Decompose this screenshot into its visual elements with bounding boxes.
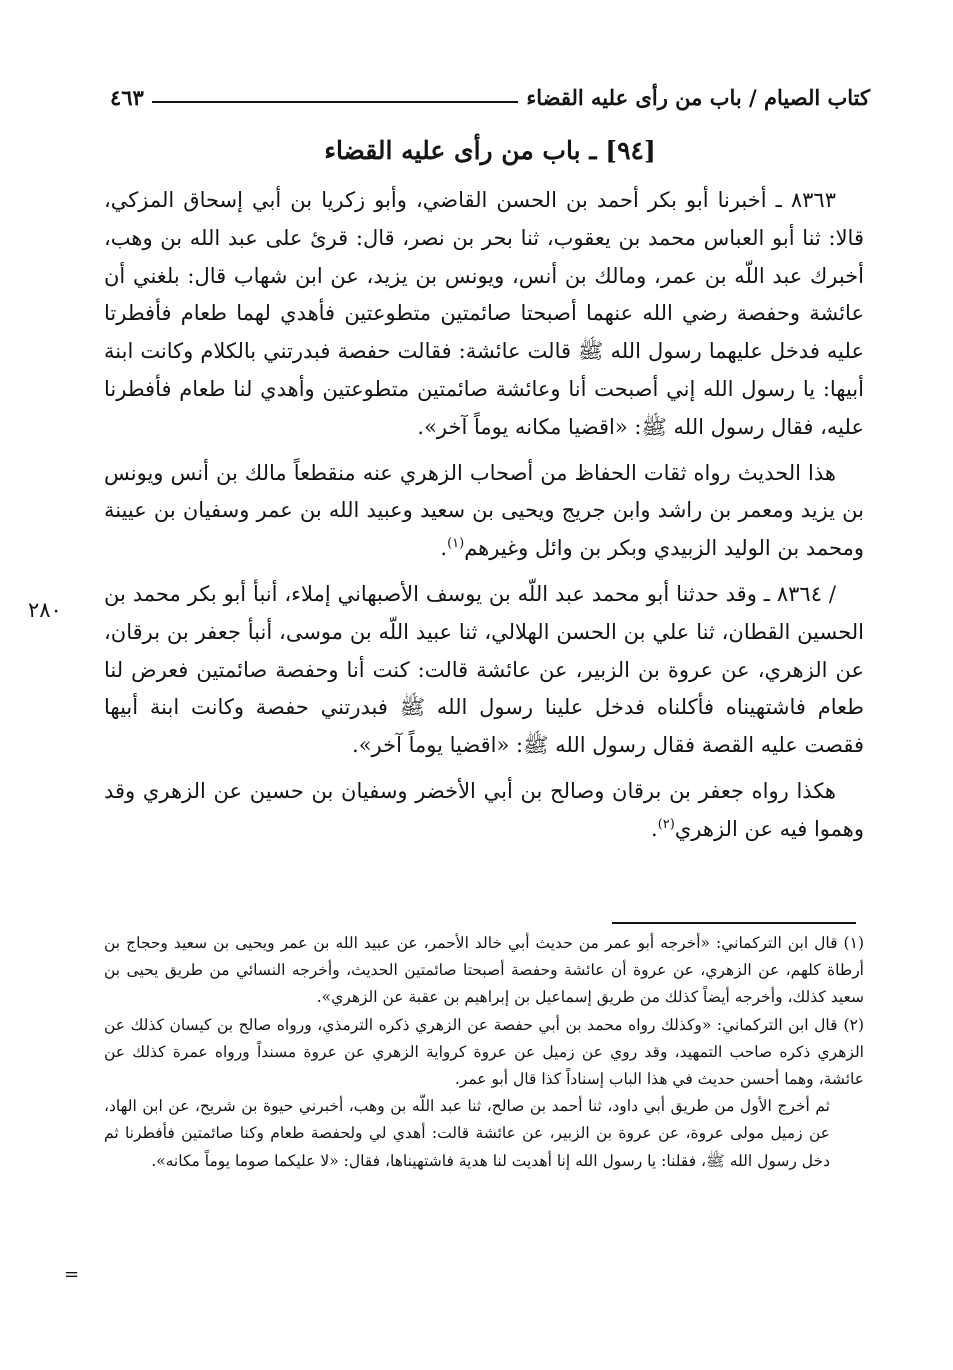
commentary-text-2: هكذا رواه جعفر بن برقان وصالح بن أبي الأخضر وسفيان بن حسين عن الزهري وقد وهموا فيه عن الزهري bbox=[104, 778, 864, 841]
footnote-divider bbox=[612, 922, 856, 924]
continuation-mark: = bbox=[64, 1264, 80, 1285]
footnotes bbox=[104, 930, 864, 1175]
commentary-paragraph-2 bbox=[104, 773, 864, 849]
header-rule bbox=[152, 101, 519, 103]
footnote-1 bbox=[104, 930, 864, 1012]
footnote-ref-1[interactable]: (١) bbox=[447, 536, 465, 552]
footnote-2-number: (٢) bbox=[843, 1015, 864, 1034]
footnote-2 bbox=[104, 1012, 864, 1094]
commentary-end: . bbox=[440, 536, 448, 561]
hadith-8364: / ٨٣٦٤ ـ وقد حدثنا أبو محمد عبد اللّه بن يوسف الأصبهاني إملاء، أنبأ أبو بكر محمد بن الحسين القطان، ثنا علي بن الحسن الهلالي، ثنا عبيد اللّه بن موسى، أنبأ جعفر بن برقان، عن الزهري، عن عروة بن الزبير، عن عائشة قالت: كنت أنا وحفصة صائمتين فعرض لنا طعام فاشتهيناه فأكلناه فدخل علينا رسول الله ﷺ فبدرتني حفصة وكانت ابنة أبيها فقصت عليه القصة فقال رسول الله ﷺ: «اقضيا يوماً آخر». bbox=[104, 581, 864, 758]
commentary-text: هذا الحديث رواه ثقات الحفاظ من أصحاب الزهري عنه منقطعاً مالك بن أنس ويونس بن يزيد ومعمر بن راشد وابن جريج ويحيى بن سعيد وعبيد الله بن عمر وسفيان بن عيينة ومحمد بن الوليد الزبيدي وبكر بن وائل وغيرهم bbox=[104, 460, 864, 561]
footnote-1-number: (١) bbox=[843, 934, 864, 952]
page-number: ٤٦٣ bbox=[110, 85, 144, 110]
chapter-heading: [٩٤] ـ باب من رأى عليه القضاء bbox=[324, 136, 656, 165]
commentary-end-2: . bbox=[651, 816, 658, 841]
running-title: كتاب الصيام / باب من رأى عليه القضاء bbox=[526, 85, 870, 110]
footnote-ref-2[interactable]: (٢) bbox=[657, 816, 675, 832]
footnote-2-continuation: ثم أخرج الأول من طريق أبي داود، ثنا أحمد بن صالح، ثنا عبد اللّه بن وهب، أخبرني حيوة بن شريح، عن ابن الهاد، عن زميل مولى عروة، عن عروة بن الزبير، عن عائشة قالت: أهدي لي ولحفصة طعام وكنا صائمتين فأفطرنا ثم دخل رسول الله ﷺ، فقلنا: يا رسول الله إنا أهديت لنا هدية فاشتهيناها، فقال: «لا عليكما صوما يوماً مكانه». bbox=[104, 1097, 830, 1170]
footnote-1-text: قال ابن التركماني: «أخرجه أبو عمر من حديث أبي خالد الأحمر، عن عبيد الله بن عمر ويحيى بن سعيد وحجاج بن أرطاة كلهم، عن الزهري، عن عروة أن عائشة وحفصة أصبحتا صائمتين الحديث، وأخرجه النسائي من طريق يحيى بن سعيد كذلك، وأخرجه أيضاً كذلك من طريق إسماعيل بن إبراهيم بن عقبة عن الزهري». bbox=[104, 934, 864, 1007]
running-header bbox=[110, 78, 870, 118]
footnote-2-text: قال ابن التركماني: «وكذلك رواه محمد بن أبي حفصة عن الزهري ذكره الترمذي، ورواه صالح بن كيسان كذلك عن الزهري ذكره صاحب التمهيد، وقد روي عن زميل عن عروة كرواية الزهري عن عروة مسنداً ورواه عمرة كذلك عن عائشة، وهما أحسن حديث في هذا الباب إسناداً كذا قال أبو عمر. bbox=[104, 1015, 864, 1089]
body-text bbox=[104, 182, 864, 857]
margin-page-reference: ٢٨٠ bbox=[28, 598, 62, 622]
commentary-paragraph bbox=[104, 455, 864, 568]
hadith-8363: ٨٣٦٣ ـ أخبرنا أبو بكر أحمد بن الحسن القاضي، وأبو زكريا بن أبي إسحاق المزكي، قالا: ثنا أبو العباس محمد بن يعقوب، ثنا بحر بن نصر، قال: قرئ على عبد الله بن وهب، أخبرك عبد اللّه بن عمر، ومالك بن أنس، ويونس بن يزيد، عن ابن شهاب قال: بلغني أن عائشة وحفصة رضي الله عنهما أصبحتا صائمتين متطوعتين فأهدي لهما طعام فأفطرتا عليه فدخل عليهما رسول الله ﷺ قالت عائشة: فقالت حفصة فبدرتني بالكلام وكانت ابنة أبيها: يا رسول الله إني أصبحت أنا وعائشة صائمتين متطوعتين وأهدي لنا طعام فأفطرنا عليه، فقال رسول الله ﷺ: «اقضيا مكانه يوماً آخر». bbox=[104, 188, 864, 439]
